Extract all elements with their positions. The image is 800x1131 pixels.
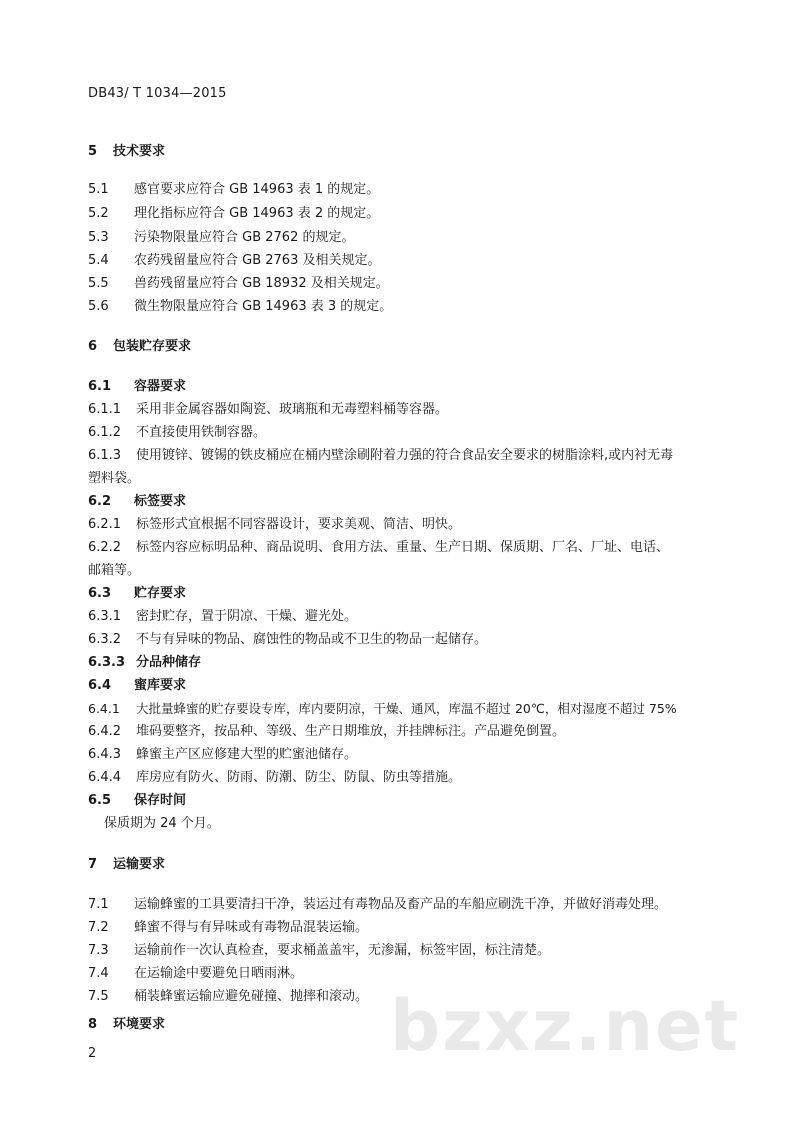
section-title: 包装贮存要求 <box>113 339 192 354</box>
clause-5-6 <box>88 298 392 316</box>
clause-number: 7.3 <box>88 943 109 958</box>
clause-6-2-2-continuation: 邮箱等。 <box>88 563 141 578</box>
section-7-heading <box>88 856 165 874</box>
section-number: 8 <box>88 1017 98 1032</box>
clause-number: 6.3.1 <box>88 609 122 624</box>
clause-text: 使用镀锌、镀锡的铁皮桶应在桶内壁涂刷附着力强的符合食品安全要求的树脂涂料,或内衬无毒 <box>136 448 674 463</box>
clause-6-5-heading <box>88 792 186 810</box>
clause-6-1-heading <box>88 378 186 396</box>
clause-text: 不与有异味的物品、腐蚀性的物品或不卫生的物品一起储存。 <box>136 632 488 647</box>
clause-number: 6.3.2 <box>88 632 122 647</box>
clause-number: 6.2.1 <box>88 517 122 532</box>
clause-6-1-3 <box>88 447 673 465</box>
clause-number: 5.3 <box>88 230 109 245</box>
clause-6-2-heading <box>88 493 186 511</box>
clause-number: 7.1 <box>88 897 109 912</box>
clause-6-2-1 <box>88 516 461 534</box>
clause-title: 容器要求 <box>134 379 187 394</box>
clause-number: 6.4.2 <box>88 724 122 739</box>
clause-6-3-2 <box>88 631 487 649</box>
clause-number: 5.6 <box>88 299 109 314</box>
clause-5-1 <box>88 181 379 199</box>
clause-text: 微生物限量应符合 GB 14963 表 3 的规定。 <box>134 299 393 314</box>
clause-text: 不直接使用铁制容器。 <box>136 425 267 440</box>
clause-6-1-3-continuation: 塑料袋。 <box>88 471 141 486</box>
clause-7-4 <box>88 965 303 983</box>
clause-number: 6.1.2 <box>88 425 122 440</box>
clause-text: 农药残留量应符合 GB 2763 及相关规定。 <box>134 253 381 268</box>
section-8-heading <box>88 1016 165 1034</box>
section-6-heading <box>88 338 191 356</box>
clause-text: 标签内容应标明品种、商品说明、食用方法、重量、生产日期、保质期、厂名、厂址、电话、 <box>136 540 670 555</box>
clause-text: 标签形式宜根据不同容器设计，要求美观、简洁、明快。 <box>136 517 462 532</box>
clause-number: 6.4.4 <box>88 770 122 785</box>
clause-number: 7.2 <box>88 920 109 935</box>
section-number: 7 <box>88 857 98 872</box>
clause-6-4-4 <box>88 769 461 787</box>
clause-text: 运输前作一次认真检查，要求桶盖盖牢，无渗漏，标签牢固，标注清楚。 <box>134 943 551 958</box>
clause-text: 蜂蜜主产区应修建大型的贮蜜池储存。 <box>136 747 358 762</box>
clause-6-4-heading <box>88 677 186 695</box>
clause-text: 库房应有防火、防雨、防潮、防尘、防鼠、防虫等措施。 <box>136 770 462 785</box>
section-title: 运输要求 <box>113 857 166 872</box>
clause-number: 5.2 <box>88 206 109 221</box>
section-number: 6 <box>88 339 98 354</box>
clause-6-2-2 <box>88 539 669 557</box>
clause-number: 5.4 <box>88 253 109 268</box>
clause-text: 桶装蜂蜜运输应避免碰撞、抛摔和滚动。 <box>134 989 369 1004</box>
clause-7-1 <box>88 896 667 914</box>
clause-text: 兽药残留量应符合 GB 18932 及相关规定。 <box>134 276 389 291</box>
clause-5-3 <box>88 229 354 247</box>
clause-text: 密封贮存，置于阴凉、干燥、避光处。 <box>136 609 358 624</box>
clause-number: 6.3 <box>88 586 112 601</box>
clause-6-1-1 <box>88 401 448 419</box>
clause-text: 运输蜂蜜的工具要清扫干净，装运过有毒物品及畜产品的车船应刷洗干净，并做好消毒处理。 <box>134 897 668 912</box>
clause-text: 大批量蜂蜜的贮存要设专库，库内要阴凉，干燥、通风，库温不超过 20℃，相对湿度不超过 75% <box>136 701 677 716</box>
clause-title: 保存时间 <box>134 793 187 808</box>
clause-title: 分品种储存 <box>136 655 202 670</box>
clause-6-5-text: 保质期为 24 个月。 <box>104 816 220 831</box>
clause-text: 在运输途中要避免日晒雨淋。 <box>134 966 304 981</box>
clause-7-5 <box>88 988 368 1006</box>
clause-number: 6.4 <box>88 678 112 693</box>
clause-6-4-2 <box>88 723 565 741</box>
clause-number: 7.5 <box>88 989 109 1004</box>
clause-5-2 <box>88 205 379 223</box>
clause-6-4-3 <box>88 746 357 764</box>
clause-number: 6.1.3 <box>88 448 122 463</box>
clause-number: 6.4.3 <box>88 747 122 762</box>
page-number: 2 <box>88 1046 97 1061</box>
clause-number: 5.5 <box>88 276 109 291</box>
clause-number: 7.4 <box>88 966 109 981</box>
clause-7-3 <box>88 942 550 960</box>
watermark-text: bzxz.net <box>390 985 741 1067</box>
clause-number: 5.1 <box>88 182 109 197</box>
clause-number: 6.1.1 <box>88 402 122 417</box>
clause-5-4 <box>88 252 380 270</box>
section-title: 环境要求 <box>113 1017 166 1032</box>
clause-number: 6.1 <box>88 379 112 394</box>
clause-text: 采用非金属容器如陶瓷、玻璃瓶和无毒塑料桶等容器。 <box>136 402 449 417</box>
clause-title: 标签要求 <box>134 494 187 509</box>
clause-title: 贮存要求 <box>134 586 187 601</box>
clause-number: 6.2 <box>88 494 112 509</box>
clause-6-3-3-heading <box>88 654 201 672</box>
section-title: 技术要求 <box>113 144 166 159</box>
clause-text: 蜂蜜不得与有异味或有毒物品混装运输。 <box>134 920 369 935</box>
clause-text: 理化指标应符合 GB 14963 表 2 的规定。 <box>134 206 380 221</box>
clause-5-5 <box>88 275 389 293</box>
clause-6-3-1 <box>88 608 357 626</box>
section-5-heading <box>88 143 165 161</box>
clause-text: 堆码要整齐，按品种、等级、生产日期堆放，并挂牌标注。产品避免倒置。 <box>136 724 566 739</box>
section-number: 5 <box>88 144 98 159</box>
clause-7-2 <box>88 919 368 937</box>
standard-code: DB43/ T 1034—2015 <box>88 86 227 101</box>
clause-number: 6.4.1 <box>88 701 120 716</box>
clause-text: 感官要求应符合 GB 14963 表 1 的规定。 <box>134 182 380 197</box>
clause-number: 6.2.2 <box>88 540 122 555</box>
clause-6-4-1 <box>88 700 677 718</box>
clause-number: 6.3.3 <box>88 655 126 670</box>
clause-6-3-heading <box>88 585 186 603</box>
clause-text: 污染物限量应符合 GB 2762 的规定。 <box>134 230 355 245</box>
clause-number: 6.5 <box>88 793 112 808</box>
clause-title: 蜜库要求 <box>134 678 187 693</box>
clause-6-1-2 <box>88 424 266 442</box>
